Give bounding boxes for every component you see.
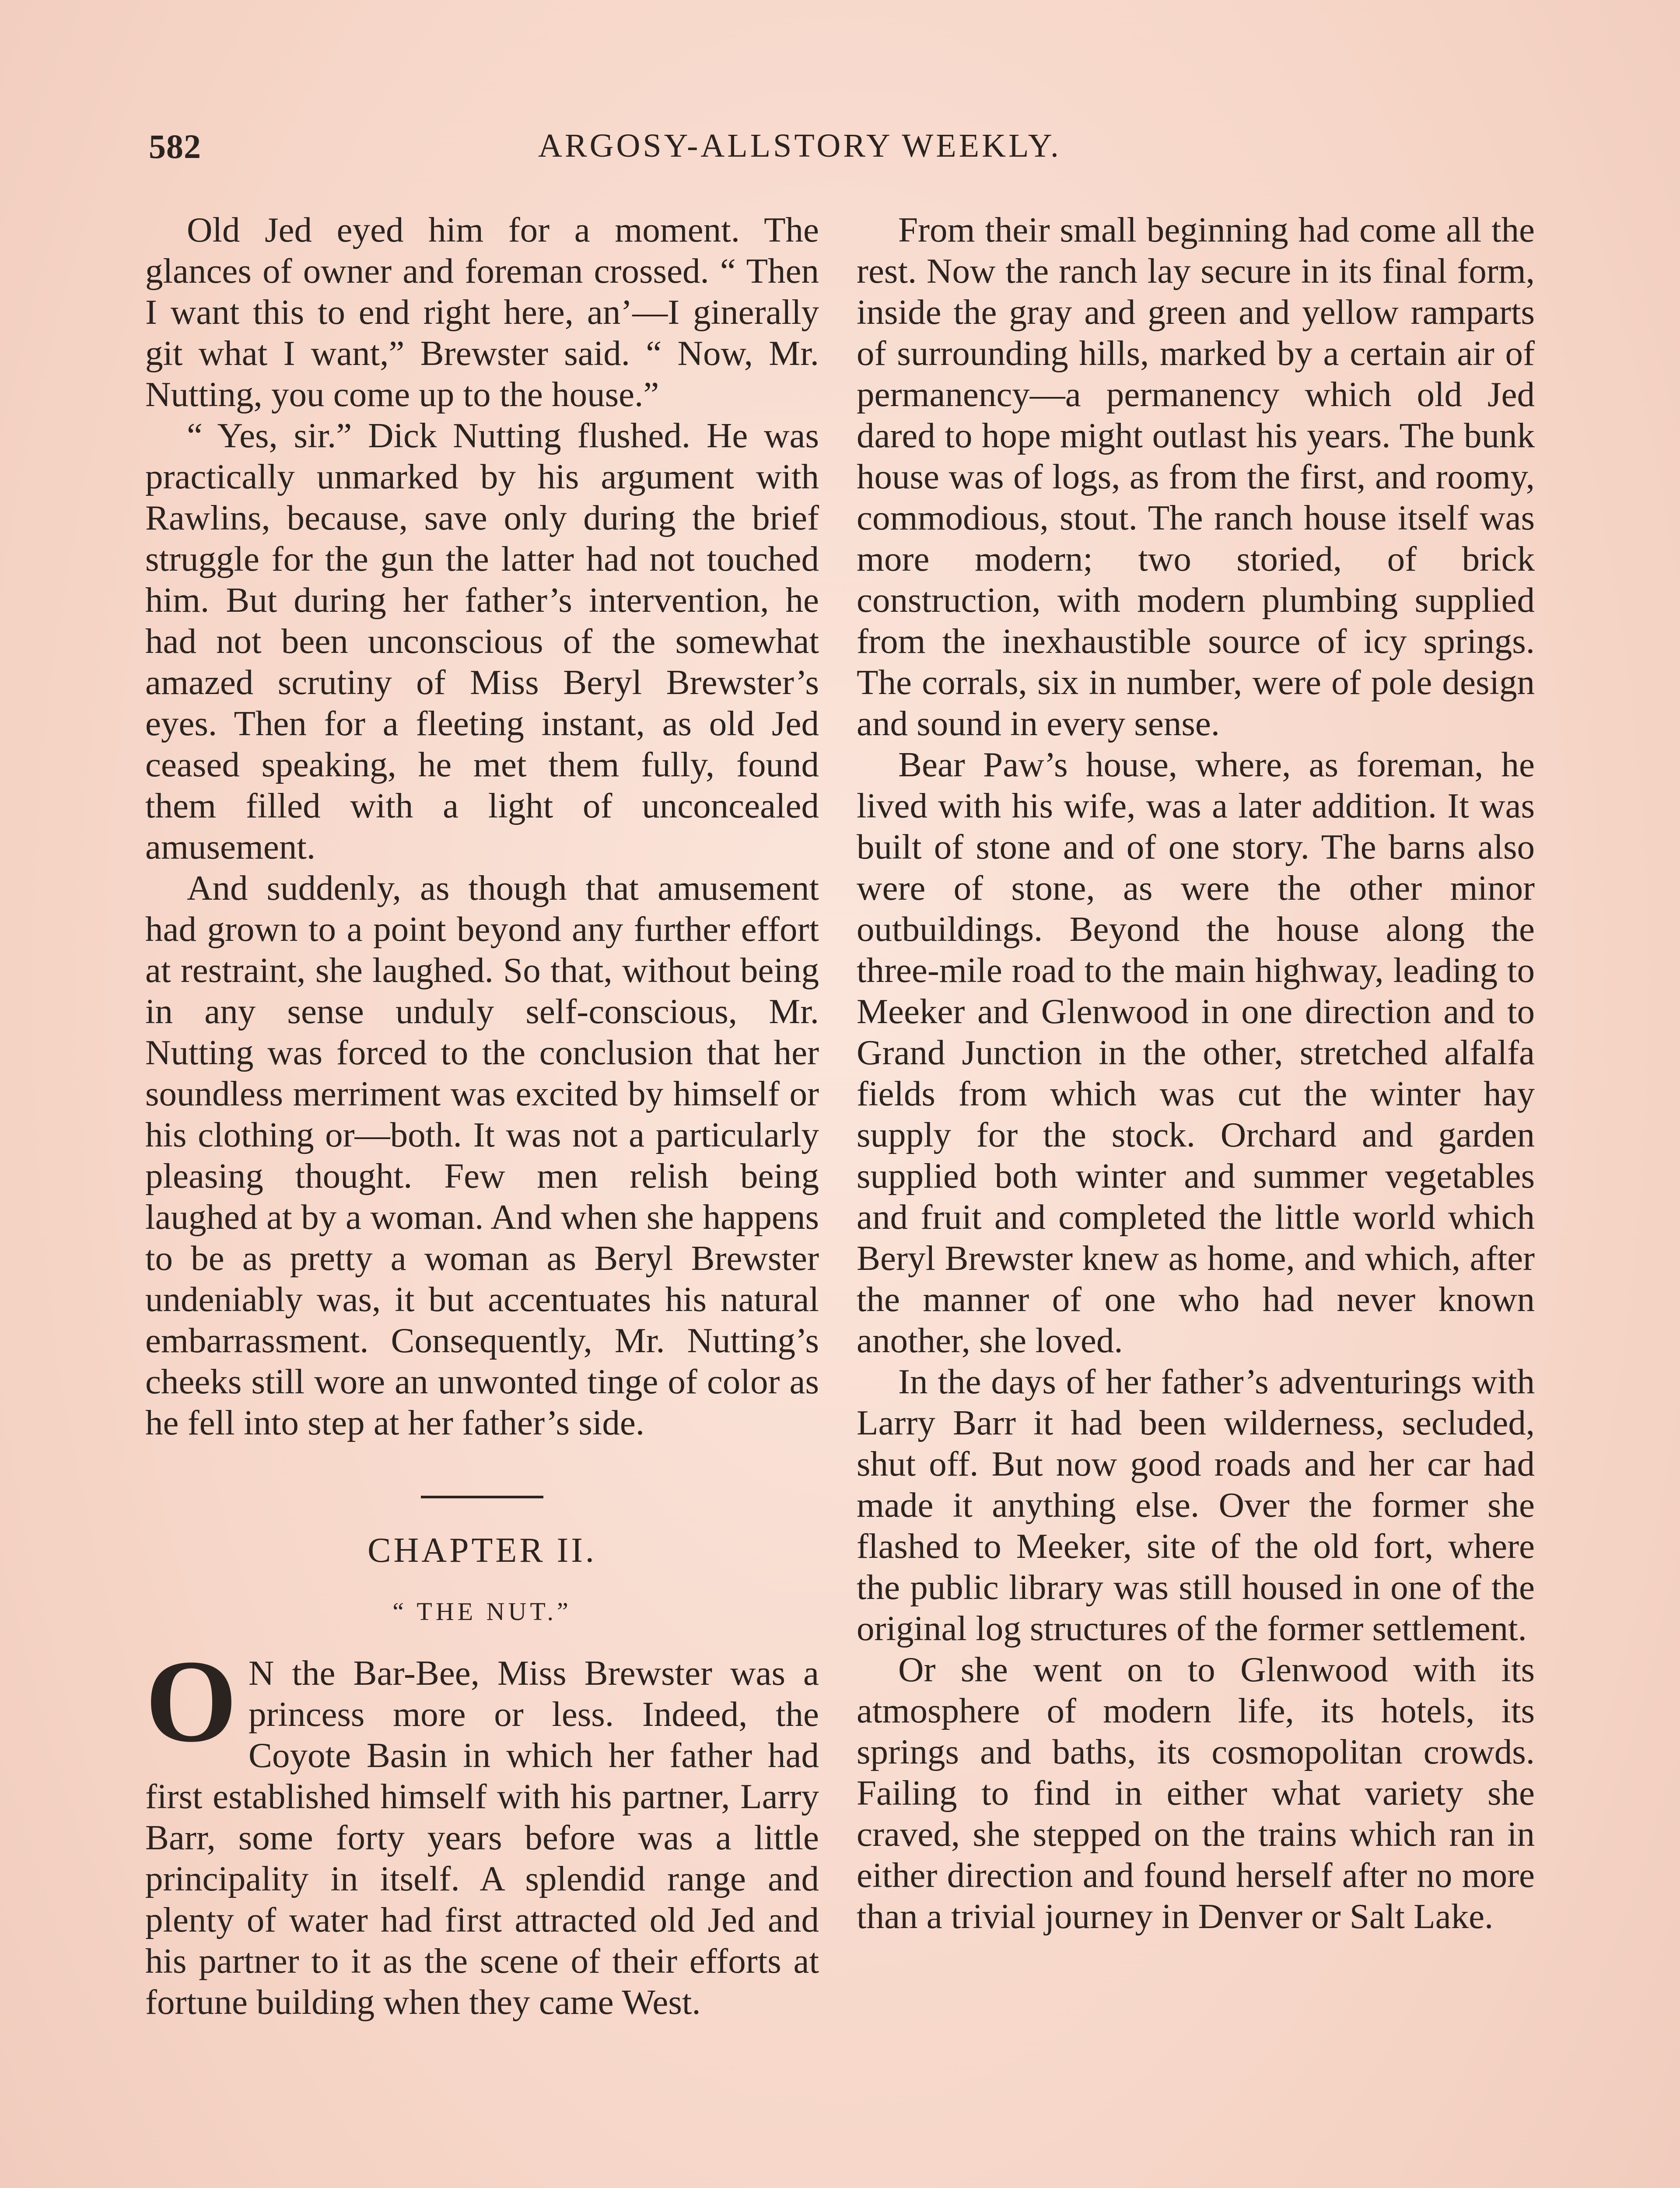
- paragraph: Bear Paw’s house, where, as foreman, he lived with his wife, was a later addition. It was built of stone and of one story. The barns also were of stone, as were the other minor outbuildings. Beyond the house along the three-mile road to the main highway, leading to Meeker and Glenwood in one direction and to Grand Junction in the other, stretched alfalfa fields from which was cut the winter hay supply for the stock. Orchard and garden supplied both winter and summer vegetables and fruit and completed the little world which Beryl Brewster knew as home, and which, after the manner of one who had never known another, she loved.: [857, 745, 1535, 1360]
- right-column: [857, 209, 1535, 1937]
- drop-cap: O: [145, 1636, 238, 1767]
- chapter-title: CHAPTER II.: [368, 1531, 597, 1570]
- paragraph: In the days of her father’s adventurings with Larry Barr it had been wilderness, secluded, shut off. But now good roads and her car had made it anything else. Over the former she flashed to Meeker, site of the old fort, where the public library was still housed in one of the original log structures of the former settlement.: [857, 1362, 1535, 1648]
- chapter-divider: [421, 1496, 543, 1498]
- paragraph: “ Yes, sir.” Dick Nutting flushed. He was practically unmarked by his argument with Rawlins, because, save only during the brief struggle for the gun the latter had not touched him. But during her father’s intervention, he had not been unconscious of the somewhat amazed scrutiny of Miss Beryl Brewster’s eyes. Then for a fleeting instant, as old Jed ceased speaking, he met them fully, found them filled with a light of unconcealed amusement.: [145, 416, 819, 866]
- magazine-title: ARGOSY-ALLSTORY WEEKLY.: [538, 127, 1061, 164]
- paragraph: Old Jed eyed him for a moment. The glances of owner and foreman crossed. “ Then I want this to end right here, an’—I ginerally git what I want,” Brewster said. “ Now, Mr. Nutting, you come up to the house.”: [145, 210, 819, 414]
- paragraph: Or she went on to Glenwood with its atmosphere of modern life, its hotels, its springs and baths, its cosmopolitan crowds. Failing to find in either what variety she craved, she stepped on the trains which ran in either direction and found herself after no more than a trivial journey in Denver or Salt Lake.: [857, 1650, 1535, 1936]
- left-column: [145, 209, 819, 2023]
- paragraph: From their small beginning had come all the rest. Now the ranch lay secure in its final form, inside the gray and green and yellow ramparts of surrounding hills, marked by a certain air of permanency—a permanency which old Jed dared to hope might outlast his years. The bunk house was of logs, as from the first, and roomy, commodious, stout. The ranch house itself was more modern; two storied, of brick construction, with modern plumbing supplied from the inexhaustible source of icy springs. The corrals, six in number, were of pole design and sound in every sense.: [857, 210, 1535, 743]
- page-header: [149, 127, 1544, 175]
- chapter-opening-text: N the Bar-Bee, Miss Brewster was a princess more or less. Indeed, the Coyote Basin in which her father had first established himself with his partner, Larry Barr, some forty years before was a little principality in itself. A splendid range and plenty of water had first attracted old Jed and his partner to it as the scene of their efforts at fortune building when they came West.: [145, 1653, 819, 2022]
- chapter-opening-paragraph: [145, 1636, 819, 2023]
- page-number: 582: [149, 127, 201, 165]
- chapter-subtitle: “ THE NUT.”: [392, 1597, 572, 1626]
- paragraph: And suddenly, as though that amusement had grown to a point beyond any further effort at restraint, she laughed. So that, without being in any sense unduly self-conscious, Mr. Nutting was forced to the conclusion that her soundless merriment was excited by himself or his clothing or—both. It was not a particularly pleasing thought. Few men relish being laughed at by a woman. And when she happens to be as pretty a woman as Beryl Brewster undeniably was, it but accentuates his natural embarrassment. Consequently, Mr. Nutting’s cheeks still wore an unwonted tinge of color as he fell into step at her father’s side.: [145, 868, 819, 1442]
